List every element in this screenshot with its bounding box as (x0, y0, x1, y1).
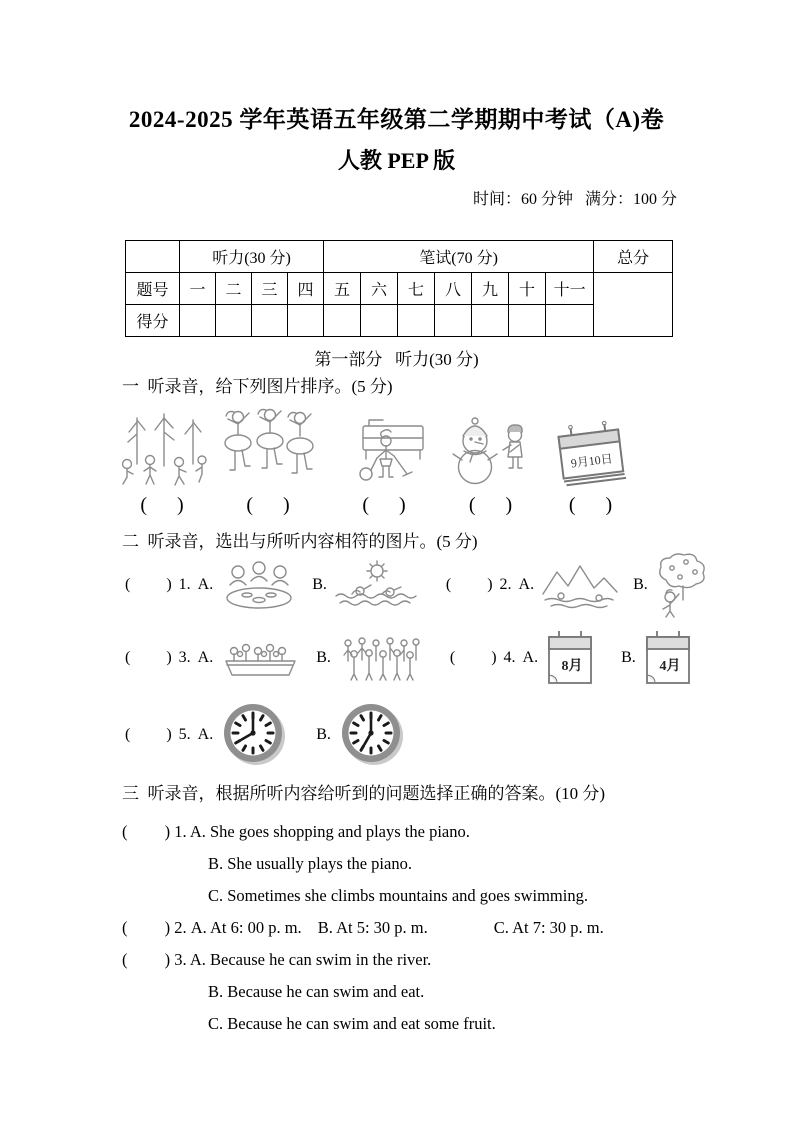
option-c-text: C. At 7: 30 p. m. (493, 918, 604, 937)
section1-images-row (0, 402, 793, 522)
score-cell (435, 305, 472, 337)
section2-row3 (125, 700, 408, 770)
score-cell (509, 305, 546, 337)
page-subtitle: 人教 PEP 版 (337, 148, 456, 173)
written-header-cell: 笔试(70 分) (324, 241, 594, 273)
option-c-text: C. Sometimes she climbs mountains and goes swimming. (208, 886, 588, 905)
flower-bed-image (220, 636, 302, 680)
answer-blank: ( ) (362, 494, 406, 516)
question-number-label: 题号 (126, 273, 180, 305)
answer-blank: ( ) (568, 494, 613, 516)
option-a-text: A. At 6: 00 p. m. (190, 918, 302, 937)
option-b-label: B. (633, 576, 648, 593)
qnum-cell: 七 (398, 273, 435, 305)
family-eating-together-image (220, 557, 298, 613)
qnum-cell: 八 (435, 273, 472, 305)
answer-blank: ( ) (445, 576, 493, 593)
crowd-of-people-image (338, 634, 424, 682)
list-item (213, 402, 323, 517)
qnum-cell: 四 (288, 273, 324, 305)
calendar-month-label: 8月 (561, 659, 583, 674)
clock-eight-oclock-image (220, 700, 290, 770)
list-item (334, 402, 434, 517)
children-swimming-under-sun-image (334, 558, 420, 612)
option-c-text: C. Because he can swim and eat some fruit. (208, 1014, 496, 1033)
question-number: 3. (174, 950, 187, 969)
option-b-text: B. She usually plays the piano. (208, 854, 412, 873)
list-item (548, 402, 633, 517)
option-b-text: B. At 5: 30 p. m. (317, 918, 428, 937)
qnum-cell: 二 (216, 273, 252, 305)
section2-title: 二 听录音，选出与所听内容相符的图片。(5 分) (122, 532, 478, 551)
girl-cleaning-room-image (339, 410, 429, 490)
score-cell (180, 305, 216, 337)
answer-blank: ( ) (125, 649, 172, 666)
option-a-label: A. (197, 576, 214, 593)
answer-blank: ( ) (449, 649, 497, 666)
section1-title: 一 听录音，给下列图片排序。(5 分) (122, 377, 393, 396)
answer-blank: ( ) (122, 822, 171, 841)
answer-blank: ( ) (122, 950, 171, 969)
qnum-cell: 一 (180, 273, 216, 305)
score-label: 得分 (126, 305, 180, 337)
option-b-label: B. (621, 649, 636, 666)
score-cell (324, 305, 361, 337)
option-a-label: A. (197, 649, 214, 666)
total-score-cell (594, 273, 673, 337)
time-score-info: 时间：60 分钟 满分：100 分 (472, 191, 677, 208)
option-a-label: A. (197, 726, 214, 743)
table-row (126, 305, 673, 337)
list-item (443, 402, 538, 517)
qnum-cell: 三 (252, 273, 288, 305)
part1-heading: 第一部分 听力(30 分) (314, 350, 479, 369)
option-b-label: B. (316, 726, 331, 743)
question-number: 1. (174, 822, 187, 841)
total-header-cell: 总分 (594, 241, 673, 273)
question-line (122, 944, 722, 976)
score-cell (398, 305, 435, 337)
girls-dancing-image (220, 404, 316, 490)
calendar-month-label: 4月 (659, 659, 681, 674)
table-row (126, 241, 673, 273)
qnum-cell: 九 (472, 273, 509, 305)
page-title: 2024-2025 学年英语五年级第二学期期中考试（A)卷 (128, 107, 665, 132)
score-cell (546, 305, 594, 337)
item-number: 1. (178, 576, 191, 593)
score-cell (252, 305, 288, 337)
score-cell (361, 305, 398, 337)
calendar-april-image (643, 627, 693, 689)
score-cell (288, 305, 324, 337)
score-cell (216, 305, 252, 337)
section2-row1 (125, 552, 709, 618)
answer-blank: ( ) (125, 576, 172, 593)
answer-blank: ( ) (468, 494, 513, 516)
kid-making-snowman-image (449, 408, 533, 490)
item-number: 2. (499, 576, 512, 593)
qnum-cell: 五 (324, 273, 361, 305)
option-a-text: A. She goes shopping and plays the piano. (189, 822, 470, 841)
listening-header-cell: 听力(30 分) (180, 241, 324, 273)
calendar-september-image (552, 420, 630, 490)
children-planting-trees-image (117, 408, 207, 490)
option-a-label: A. (518, 576, 535, 593)
question-line (122, 912, 722, 944)
question-line (122, 816, 722, 848)
section3 (122, 779, 722, 1040)
calendar-date-label: 9月10日 (569, 451, 613, 471)
option-a-label: A. (522, 649, 539, 666)
question-number: 2. (174, 918, 187, 937)
section2-row2 (125, 627, 693, 689)
qnum-cell: 六 (361, 273, 398, 305)
section3-title: 三 听录音，根据所听内容给听到的问题选择正确的答案。(10 分) (122, 784, 606, 803)
option-a-text: A. Because he can swim in the river. (189, 950, 432, 969)
answer-blank: ( ) (246, 494, 290, 516)
kid-picking-apples-image (655, 552, 709, 618)
item-number: 5. (178, 726, 191, 743)
calendar-august-image (545, 627, 595, 689)
item-number: 3. (178, 649, 191, 666)
clock-seven-oclock-image (338, 700, 408, 770)
table-row (126, 273, 673, 305)
qnum-cell: 十 (509, 273, 546, 305)
option-b-label: B. (316, 649, 331, 666)
corner-cell (126, 241, 180, 273)
answer-blank: ( ) (125, 726, 172, 743)
item-number: 4. (503, 649, 516, 666)
list-item (112, 402, 212, 517)
score-table (125, 240, 673, 337)
option-b-label: B. (312, 576, 327, 593)
answer-blank: ( ) (122, 918, 171, 937)
answer-blank: ( ) (140, 494, 184, 516)
mountain-river-landscape-image (541, 560, 619, 610)
option-b-text: B. Because he can swim and eat. (208, 982, 425, 1001)
qnum-cell: 十一 (546, 273, 594, 305)
score-cell (472, 305, 509, 337)
